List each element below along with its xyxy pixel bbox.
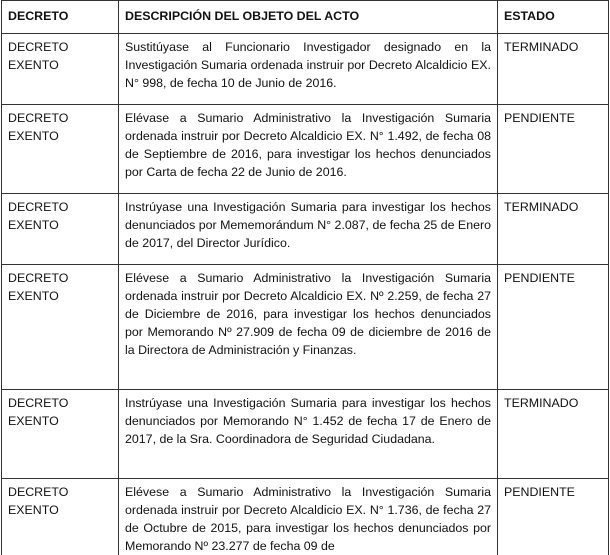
descripcion-cell: Elévese a Sumario Administrativo la Investigación Sumaria ordenada instruir por Decreto Alcaldicio EX. N° 1.736, de fecha 27 de Octubre de 2015, para investigar los hechos denunciados por Memorando Nº 23.277 de fecha 09 de bbox=[119, 479, 498, 555]
estado-cell: PENDIENTE bbox=[498, 479, 609, 555]
decreto-type: DECRETO bbox=[8, 198, 113, 216]
header-row bbox=[2, 1, 609, 34]
table-row bbox=[2, 390, 609, 479]
decreto-subtype: EXENTO bbox=[8, 127, 113, 145]
descripcion-cell: Instrúyase una Investigación Sumaria para investigar los hechos denunciados por Memorando N° 1.452 de fecha 17 de Enero de 2017, de la Sra. Coordinadora de Seguridad Ciudadana. bbox=[119, 390, 498, 479]
descripcion-cell: Elévase a Sumario Administrativo la Investigación Sumaria ordenada instruir por Decreto Alcaldicio EX. N° 1.492, de fecha 08 de Septiembre de 2016, para investigar los hechos denunciados por Carta de fecha 22 de Junio de 2016. bbox=[119, 105, 498, 194]
table-row bbox=[2, 194, 609, 265]
estado-cell: PENDIENTE bbox=[498, 265, 609, 390]
estado-cell: TERMINADO bbox=[498, 390, 609, 479]
decreto-subtype: EXENTO bbox=[8, 287, 113, 305]
decreto-cell bbox=[2, 265, 119, 390]
decreto-cell bbox=[2, 105, 119, 194]
descripcion-cell: Instrúyase una Investigación Sumaria para investigar los hechos denunciados por Mememorándum N° 2.087, de fecha 25 de Enero de 2017, del Director Jurídico. bbox=[119, 194, 498, 265]
table-row bbox=[2, 34, 609, 105]
decreto-cell bbox=[2, 34, 119, 105]
table-row bbox=[2, 479, 609, 555]
decreto-type: DECRETO bbox=[8, 394, 113, 412]
header-decreto: DECRETO bbox=[2, 1, 119, 34]
decreto-type: DECRETO bbox=[8, 269, 113, 287]
descripcion-cell: Sustitúyase al Funcionario Investigador designado en la Investigación Sumaria ordenada instruir por Decreto Alcaldicio EX. N° 998, de fecha 10 de Junio de 2016. bbox=[119, 34, 498, 105]
decreto-type: DECRETO bbox=[8, 109, 113, 127]
decreto-cell bbox=[2, 194, 119, 265]
table-row bbox=[2, 105, 609, 194]
decreto-subtype: EXENTO bbox=[8, 501, 113, 519]
estado-cell: TERMINADO bbox=[498, 34, 609, 105]
decreto-subtype: EXENTO bbox=[8, 56, 113, 74]
header-descripcion: DESCRIPCIÓN DEL OBJETO DEL ACTO bbox=[119, 1, 498, 34]
table-row bbox=[2, 265, 609, 390]
decreto-type: DECRETO bbox=[8, 38, 113, 56]
decreto-cell bbox=[2, 390, 119, 479]
decreto-subtype: EXENTO bbox=[8, 412, 113, 430]
decreto-type: DECRETO bbox=[8, 483, 113, 501]
descripcion-cell: Elévese a Sumario Administrativo la Investigación Sumaria ordenada instruir por Decreto Alcaldicio EX. Nº 2.259, de fecha 27 de Diciembre de 2016, para investigar los hechos denunciados por Memorando Nº 27.909 de fecha 09 de diciembre de 2016 de la Directora de Administración y Finanzas. bbox=[119, 265, 498, 390]
decreto-subtype: EXENTO bbox=[8, 216, 113, 234]
estado-cell: PENDIENTE bbox=[498, 105, 609, 194]
decrees-table bbox=[1, 0, 609, 555]
header-estado: ESTADO bbox=[498, 1, 609, 34]
estado-cell: TERMINADO bbox=[498, 194, 609, 265]
decreto-cell bbox=[2, 479, 119, 555]
